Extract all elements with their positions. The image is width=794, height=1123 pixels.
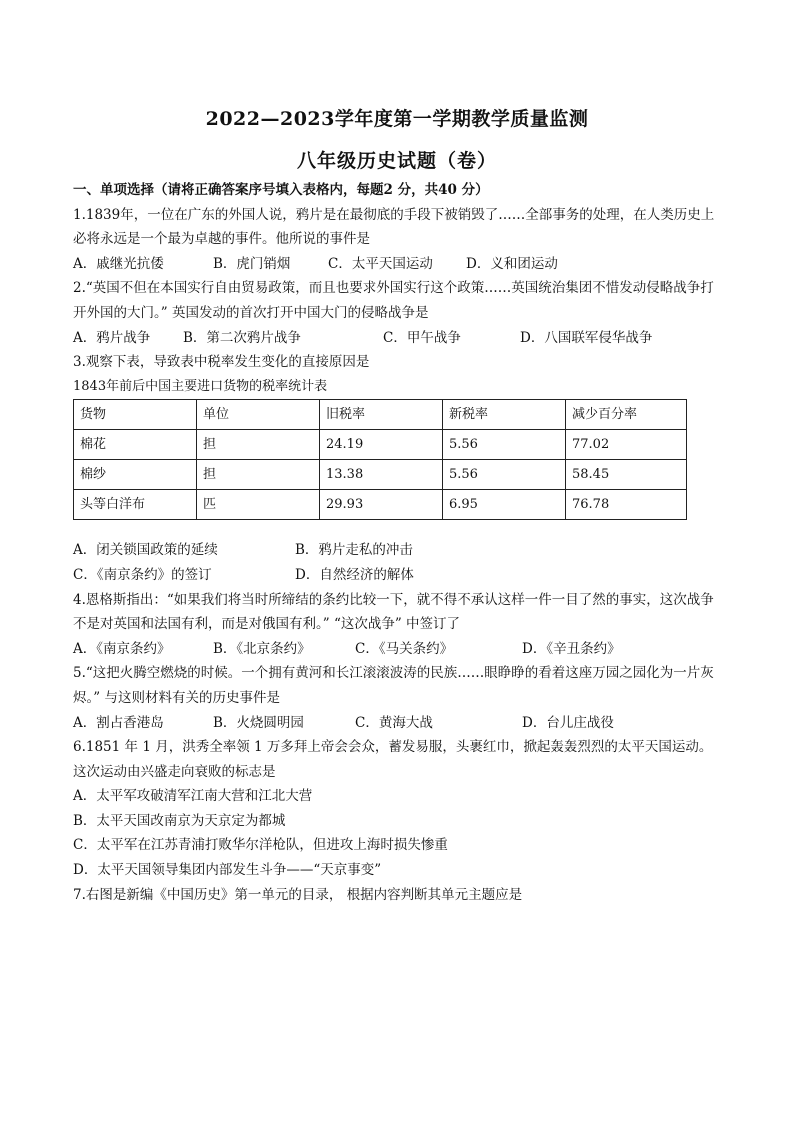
table-row bbox=[74, 430, 687, 460]
table-cell: 24.19 bbox=[320, 430, 443, 460]
question-4-options bbox=[73, 637, 723, 662]
table-cell: 5.56 bbox=[443, 460, 566, 490]
option-c: C．黄海大战 bbox=[355, 714, 433, 731]
option-a: A．太平军攻破清军江南大营和江北大营 bbox=[73, 788, 313, 805]
question-1: 1.1839年，一位在广东的外国人说，鸦片是在最彻底的手段下被销毁了……全部事务的处理，在人类历史上必将永远是一个最为卓越的事件。他所说的事件是 bbox=[73, 206, 715, 248]
table-cell: 6.95 bbox=[443, 490, 566, 520]
option-d: D．自然经济的解体 bbox=[295, 566, 414, 583]
option-b: B．第二次鸦片战争 bbox=[183, 329, 301, 346]
option-c: C．太平天国运动 bbox=[328, 255, 433, 272]
option-a: A．《南京条约》 bbox=[73, 640, 171, 657]
table-row bbox=[74, 490, 687, 520]
table-cell: 58.45 bbox=[566, 460, 687, 490]
table-header-cell: 减少百分率 bbox=[566, 400, 687, 430]
table-cell: 担 bbox=[197, 460, 320, 490]
table-header-row bbox=[74, 400, 687, 430]
option-b: B．《北京条约》 bbox=[213, 640, 311, 657]
option-d: D．义和团运动 bbox=[466, 255, 558, 272]
question-7: 7.右图是新编《中国历史》第一单元的目录， 根据内容判断其单元主题应是 bbox=[73, 886, 523, 903]
question-5: 5.“这把火腾空燃烧的时候。一个拥有黄河和长江滚滚波涛的民族……眼睁睁的看着这座万园之园化为一片灰烬。” 与这则材料有关的历史事件是 bbox=[73, 665, 714, 706]
option-c: C．太平军在江苏青浦打败华尔洋枪队，但进攻上海时损失惨重 bbox=[73, 837, 448, 854]
question-3-options-row2 bbox=[73, 563, 723, 588]
question-2: 2.“英国不但在本国实行自由贸易政策，而且也要求外国实行这个政策……英国统治集团不惜发动侵略战争打开外国的大门。” 英国发动的首次打开中国大门的侵略战争是 bbox=[73, 280, 714, 321]
option-a: A．闭关锁国政策的延续 bbox=[73, 542, 218, 559]
option-c: C．《南京条约》的签订 bbox=[73, 566, 212, 583]
table-cell: 担 bbox=[197, 430, 320, 460]
table-cell: 29.93 bbox=[320, 490, 443, 520]
option-d: D．八国联军侵华战争 bbox=[520, 329, 653, 346]
question-4: 4.恩格斯指出：“如果我们将当时所缔结的条约比较一下，就不得不承认这样一件一目了然的事实，这次战争不是对英国和法国有利，而是对俄国有利。” “这次战争” 中签订了 bbox=[73, 591, 714, 633]
exam-subtitle: 八年级历史试题（卷） bbox=[296, 150, 497, 172]
table-header-cell: 货物 bbox=[74, 400, 197, 430]
table-caption: 1843年前后中国主要进口货物的税率统计表 bbox=[73, 378, 328, 394]
option-a: A．割占香港岛 bbox=[73, 714, 164, 731]
section-heading: 一、单项选择（请将正确答案序号填入表格内，每题2 分，共40 分） bbox=[73, 182, 489, 198]
option-c: C．《马关条约》 bbox=[355, 640, 454, 657]
table-cell: 棉纱 bbox=[74, 460, 197, 490]
table-cell: 棉花 bbox=[74, 430, 197, 460]
table-cell: 5.56 bbox=[443, 430, 566, 460]
option-b: B．火烧圆明园 bbox=[213, 714, 304, 731]
option-b: B．虎门销烟 bbox=[213, 255, 291, 272]
option-a: A．鸦片战争 bbox=[73, 329, 151, 346]
exam-content bbox=[73, 178, 723, 907]
table-header-cell: 新税率 bbox=[443, 400, 566, 430]
exam-title: 2022—2023学年度第一学期教学质量监测 bbox=[205, 108, 589, 130]
table-header-cell: 旧税率 bbox=[320, 400, 443, 430]
option-d: D．台儿庄战役 bbox=[522, 714, 614, 731]
question-6: 6.1851 年 1 月，洪秀全率领 1 万多拜上帝会会众，蓄发易服，头裹红巾，掀起轰轰烈烈的太平天国运动。这次运动由兴盛走向衰败的标志是 bbox=[73, 739, 713, 780]
option-b: B．太平天国改南京为天京定为都城 bbox=[73, 812, 286, 829]
table-row bbox=[74, 460, 687, 490]
question-2-options bbox=[73, 326, 723, 351]
question-1-options bbox=[73, 252, 723, 277]
table-cell: 13.38 bbox=[320, 460, 443, 490]
option-c: C．甲午战争 bbox=[383, 329, 461, 346]
option-d: D．太平天国领导集团内部发生斗争——“天京事变” bbox=[73, 862, 382, 879]
question-5-options bbox=[73, 711, 723, 736]
table-cell: 头等白洋布 bbox=[74, 490, 197, 520]
question-3-options-row1 bbox=[73, 538, 723, 563]
option-b: B．鸦片走私的冲击 bbox=[295, 542, 413, 559]
option-a: A．戚继光抗倭 bbox=[73, 255, 164, 272]
question-3: 3.观察下表，导致表中税率发生变化的直接原因是 bbox=[73, 354, 370, 371]
option-d: D．《辛丑条约》 bbox=[522, 640, 621, 657]
table-cell: 匹 bbox=[197, 490, 320, 520]
tax-rate-table bbox=[73, 399, 687, 520]
table-cell: 76.78 bbox=[566, 490, 687, 520]
table-cell: 77.02 bbox=[566, 430, 687, 460]
table-header-cell: 单位 bbox=[197, 400, 320, 430]
